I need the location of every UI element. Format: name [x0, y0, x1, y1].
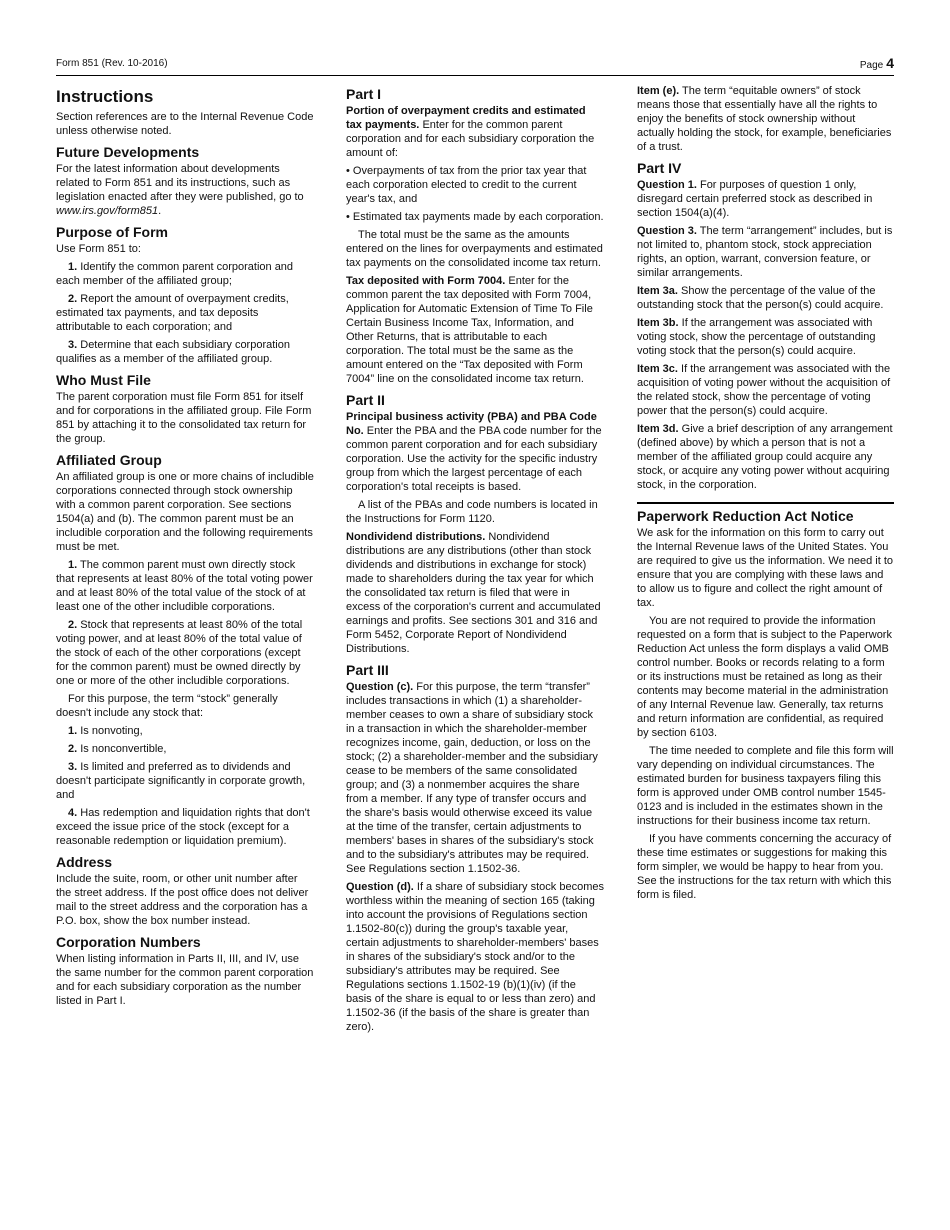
irs-form851-link[interactable]: www.irs.gov/form851: [56, 205, 159, 217]
part2-body: Enter the PBA and the PBA code number for the common parent corporation and for each subsidiary corporation. Use the activity for the specific industry group from which the largest percentage of each corporation's total receipts is based.: [346, 425, 602, 493]
item-3a-lead: Item 3a.: [637, 285, 678, 297]
part2-heading: Part II: [346, 392, 385, 408]
purpose-item-3: [56, 338, 314, 366]
page-label: Page: [859, 60, 884, 71]
item-text: Is limited and preferred as to dividends and doesn't participate significantly in corporate growth, and: [56, 761, 306, 801]
purpose-text: Use Form 851 to:: [56, 243, 141, 255]
future-heading: Future Developments: [56, 144, 200, 160]
part2-text: [346, 410, 604, 494]
column-2: [346, 84, 604, 1038]
item-e: [637, 84, 894, 154]
part3-question-c: [346, 680, 604, 876]
address-heading: Address: [56, 854, 113, 870]
part2-nondividend: [346, 530, 604, 656]
column-1: [56, 84, 314, 1012]
part2-lead: Principal business activity (PBA) and PBA Code No.: [346, 411, 597, 437]
paperwork-heading: Paperwork Reduction Act Notice: [637, 502, 894, 524]
item-3b: [637, 316, 894, 358]
part1-heading: Part I: [346, 86, 382, 102]
intro-text: Section references are to the Internal Revenue Code unless otherwise noted.: [56, 111, 314, 137]
item-number: 1.: [68, 261, 78, 273]
affiliated-text: An affiliated group is one or more chains of includible corporations connected through stock ownership with a common parent corporation. See sections 1504(a) and (b). The common parent must be an includible corporation and the following requirements must be met.: [56, 471, 314, 553]
part3-heading: Part III: [346, 662, 389, 678]
part1-bullet-2: • Estimated tax payments made by each corporation.: [346, 211, 604, 223]
affiliated-item-1: [56, 558, 314, 614]
question-1-body: For purposes of question 1 only, disregard certain preferred stock as described in section 1504(a)(4).: [637, 179, 873, 219]
item-e-body: The term “equitable owners” of stock means those that essentially have all the rights to enjoy the benefits of stock ownership without actually holding the stock, for example, beneficiaries of a trust.: [637, 85, 892, 153]
item-number: 2.: [68, 743, 78, 755]
item-text: Report the amount of overpayment credits, estimated tax payments, and tax deposits attributable to each corporation; and: [56, 293, 289, 333]
page-number: [860, 55, 894, 71]
item-3b-body: If the arrangement was associated with voting stock, show the percentage of outstanding voting stock that the person(s) could acquire.: [637, 317, 876, 357]
item-3a: [637, 284, 894, 312]
purpose-item-1: [56, 260, 314, 288]
nondividend-lead: Nondividend distributions.: [346, 531, 486, 543]
nondividend-body: Nondividend distributions are any distributions (other than stock dividends and distributions in exchange for stock) made to shareholders during the tax year for which the consolidated tax return is filed that were in excess of the corporation's current and accumulated earnings and profits. See sections 301 and 316 and Form 5452, Corporate Report of Nondividend Distributions.: [346, 531, 601, 655]
part1-bullet-1: • Overpayments of tax from the prior tax year that each corporation elected to credit to the current year's tax, and: [346, 165, 587, 205]
item-text: Identify the common parent corporation and each member of the affiliated group;: [56, 261, 294, 287]
item-text: Is nonvoting,: [80, 725, 143, 737]
stock-item-1: [56, 724, 314, 738]
part1-lead: Portion of overpayment credits and estimated tax payments.: [346, 105, 586, 131]
item-3c-body: If the arrangement was associated with the acquisition of voting power without the acquisition of the related stock, show the percentage of voting power that the person(s) could acquire.: [637, 363, 891, 417]
question-1-lead: Question 1.: [637, 179, 697, 191]
affiliated-item-2: [56, 618, 314, 688]
item-text: Determine that each subsidiary corporation qualifies as a member of the affiliated group.: [56, 339, 290, 365]
part1-text: [346, 104, 604, 160]
item-3d-body: Give a brief description of any arrangement (defined above) by which a person that is not a member of the affiliated group could acquire any stock, or acquire any voting power without acquiring stock, in the corporation.: [637, 423, 893, 491]
question-c-body: For this purpose, the term “transfer” includes transactions in which (1) a shareholder-member ceases to own a share of subsidiary stock in a transaction in which the shareholder-member recognizes income, gain, deduction, or loss on the stock; (2) a shareholder-member and the subsidiary cease to be members of the same consolidated group; and (3) a nonmember acquires the share from a member. If any type of transfer occurs and the share's basis would otherwise exceed its value at the time of the transfer, certain adjustments to members' bases in shares of the subsidiary's stock and to the subsidiary's attributes may be required. See Regulations section 1.1502-36.: [346, 681, 598, 875]
part1-body: Enter for the common parent corporation and for each subsidiary corporation the amount of:: [346, 119, 595, 159]
part1-deposit: [346, 274, 604, 386]
question-c-lead: Question (c).: [346, 681, 414, 693]
part4-heading: Part IV: [637, 160, 682, 176]
item-number: 4.: [68, 807, 78, 819]
who-text: The parent corporation must file Form 851 for itself and for corporations in the affiliated group. File Form 851 by attaching it to the consolidated tax return for the group.: [56, 391, 312, 445]
item-number: 3.: [68, 339, 78, 351]
question-3-lead: Question 3.: [637, 225, 697, 237]
item-3d-lead: Item 3d.: [637, 423, 679, 435]
item-3d: [637, 422, 894, 492]
stock-item-2: [56, 742, 314, 756]
question-3-body: The term “arrangement” includes, but is not limited to, phantom stock, stock appreciation rights, an option, warrant, conversion feature, or similar arrangements.: [637, 225, 893, 279]
stock-item-3: [56, 760, 314, 802]
question-1: [637, 178, 894, 220]
question-d-lead: Question (d).: [346, 881, 414, 893]
part1-total: The total must be the same as the amounts entered on the lines for overpayments and estimated tax payments on the consolidated income tax return.: [346, 229, 603, 269]
item-e-lead: Item (e).: [637, 85, 680, 97]
address-text: Include the suite, room, or other unit number after the street address. If the post office does not deliver mail to the street address and the corporation has a P.O. box, show the box number instead.: [56, 873, 309, 927]
page-num: 4: [886, 55, 894, 71]
deposit-body: Enter for the common parent the tax deposited with Form 7004, Application for Automatic Extension of Time To File Certain Business Income Tax, Information, and Other Returns, that is attributable to each corporation. The total must be the same as the amount entered on the “Tax deposited with Form 7004” line on the consolidated income tax return.: [346, 275, 593, 385]
corp-numbers-heading: Corporation Numbers: [56, 934, 201, 950]
item-number: 2.: [68, 293, 78, 305]
instructions-title: Instructions: [56, 87, 154, 106]
item-number: 2.: [68, 619, 78, 631]
item-text: Has redemption and liquidation rights that don't exceed the issue price of the stock (except for a reasonable redemption or liquidation premium).: [56, 807, 310, 847]
item-3a-body: Show the percentage of the value of the outstanding stock that the person(s) could acquire.: [637, 285, 884, 311]
purpose-item-2: [56, 292, 314, 334]
item-number: 1.: [68, 725, 78, 737]
affiliated-heading: Affiliated Group: [56, 452, 162, 468]
corp-numbers-text: When listing information in Parts II, III, and IV, use the same number for the common parent corporation and for each subsidiary corporation as the number listed in Part I.: [56, 953, 314, 1007]
paperwork-para-3: The time needed to complete and file this form will vary depending on individual circumstances. The estimated burden for business taxpayers filing this form is approved under OMB control number 1545-0123 and is included in the estimates shown in the instructions for their business income tax return.: [637, 745, 894, 827]
item-text: Is nonconvertible,: [80, 743, 167, 755]
who-heading: Who Must File: [56, 372, 151, 388]
item-text: Stock that represents at least 80% of the total voting power, and at least 80% of the total value of the stock of each of the other corporations (except for the common parent) must be owned directly by one or more of the other includible corporations.: [56, 619, 303, 687]
stock-item-4: [56, 806, 314, 848]
part3-question-d: [346, 880, 604, 1034]
item-number: 3.: [68, 761, 78, 773]
paperwork-para-4: If you have comments concerning the accuracy of these time estimates or suggestions for making this form simpler, we would be happy to hear from you. See the instructions for the tax return with which this form is filed.: [637, 833, 892, 901]
form-id: Form 851 (Rev. 10-2016): [56, 58, 168, 69]
item-number: 1.: [68, 559, 78, 571]
item-3c: [637, 362, 894, 418]
deposit-lead: Tax deposited with Form 7004.: [346, 275, 506, 287]
question-3: [637, 224, 894, 280]
paperwork-para-1: We ask for the information on this form to carry out the Internal Revenue laws of the United States. You are required to give us the information. We need it to ensure that you are complying with these laws and to allow us to figure and collect the right amount of tax.: [637, 527, 893, 609]
paperwork-para-2: You are not required to provide the information requested on a form that is subject to the Paperwork Reduction Act unless the form displays a valid OMB control number. Books or records relating to a form or its instructions must be retained as long as their contents may become material in the administration of any Internal Revenue law. Generally, tax returns and return information are confidential, as required by section 6103.: [637, 615, 892, 739]
stock-text: For this purpose, the term “stock” generally doesn't include any stock that:: [56, 693, 278, 719]
purpose-heading: Purpose of Form: [56, 224, 169, 240]
item-3c-lead: Item 3c.: [637, 363, 678, 375]
item-text: The common parent must own directly stock that represents at least 80% of the total voting power and at least 80% of the total value of the stock of at least one of the other includible corporations.: [56, 559, 313, 613]
future-body: For the latest information about developments related to Form 851 and its instructions, such as legislation enacted after they were published, go to: [56, 163, 304, 203]
question-d-body: If a share of subsidiary stock becomes worthless within the meaning of section 165 (taking into account the provisions of Regulations section 1.1502-80(c)) during the group's taxable year, certain adjustments to shareholder-members' bases in shares of the subsidiary's stock and/or to the subsidiary's attributes may be required. See Regulations sections 1.1502-19 (b)(1)(iv) (if the basis of the share is equal to or less than zero) and 1.1502-36 (if the basis of the share is greater than zero).: [346, 881, 604, 1033]
future-text: For the latest information about developments related to Form 851 and its instructions, such as legislation enacted after they were published, go to www.irs.gov/form851.: [56, 163, 304, 217]
page-header: [56, 55, 894, 76]
part2-list: A list of the PBAs and code numbers is located in the Instructions for Form 1120.: [346, 499, 598, 525]
column-3: [637, 84, 894, 906]
item-3b-lead: Item 3b.: [637, 317, 679, 329]
